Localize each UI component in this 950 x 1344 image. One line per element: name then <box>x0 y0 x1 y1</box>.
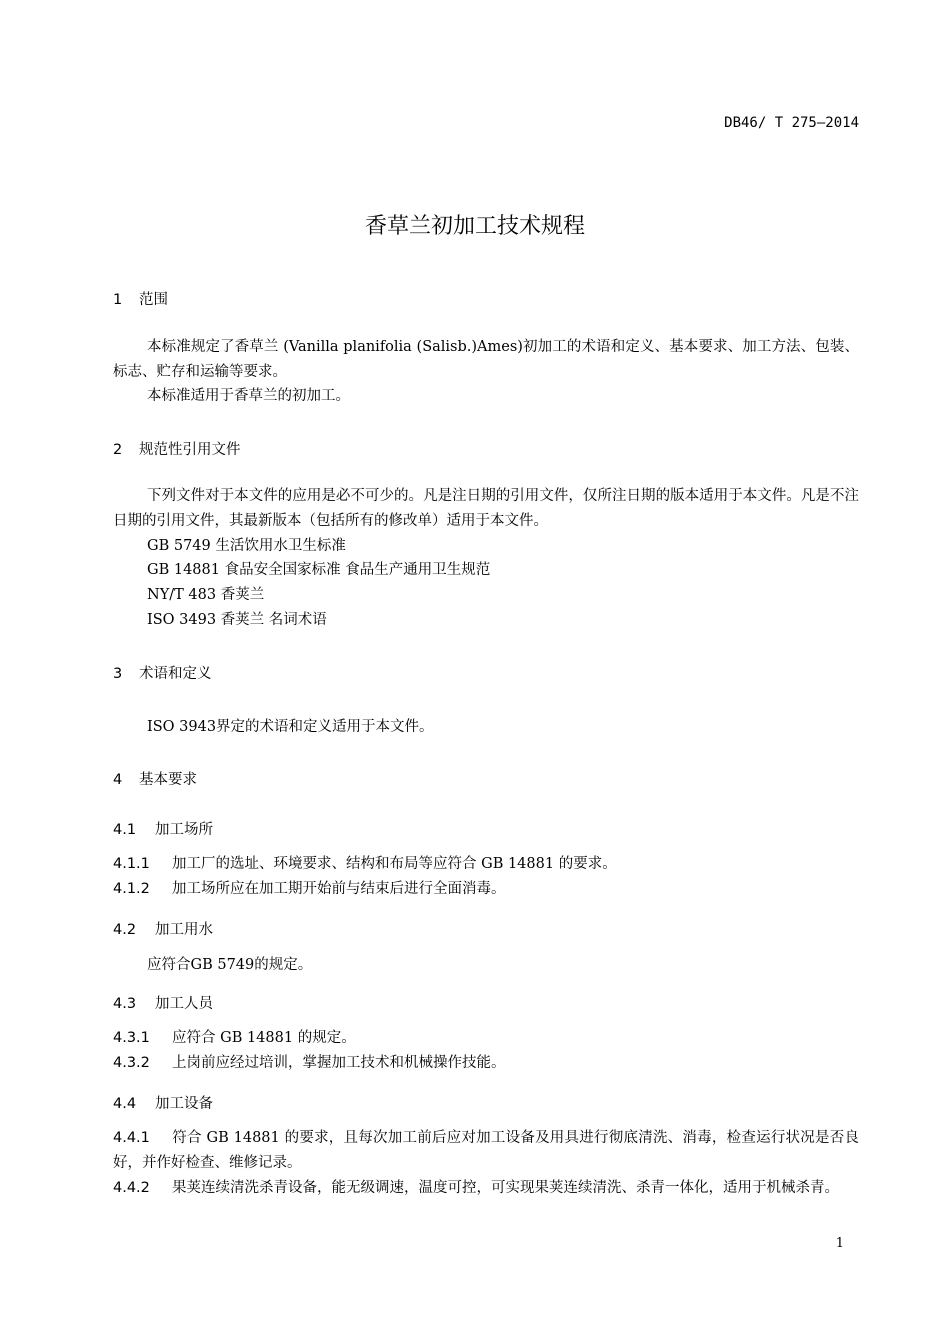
subsection-number: 4.2 <box>113 922 137 938</box>
section-3-heading <box>113 662 212 683</box>
subsection-title: 加工场所 <box>155 822 213 838</box>
section-title: 规范性引用文件 <box>139 442 241 458</box>
page-number: 1 <box>835 1236 844 1251</box>
standard-code: DB46/ T 275—2014 <box>724 115 859 131</box>
section-title: 范围 <box>139 292 168 308</box>
reference-item: NY/T 483 香荚兰 <box>147 587 265 603</box>
clause-4-1-2: 4.1.2 加工场所应在加工期开始前与结束后进行全面消毒。 <box>113 881 506 897</box>
section-2-heading <box>113 438 241 459</box>
section-number: 4 <box>113 772 123 788</box>
subsection-number: 4.1 <box>113 822 137 838</box>
subsection-4-4-heading <box>113 1092 213 1113</box>
section-4-heading <box>113 768 197 789</box>
clause-4-4-2: 4.4.2 果荚连续清洗杀青设备，能无级调速，温度可控，可实现果荚连续清洗、杀青一体化，适用于机械杀青。 <box>113 1180 839 1196</box>
section-number: 2 <box>113 442 123 458</box>
subsection-title: 加工用水 <box>155 922 213 938</box>
subsection-number: 4.4 <box>113 1096 137 1112</box>
clause-4-1-1: 4.1.1 加工厂的选址、环境要求、结构和布局等应符合 GB 14881 的要求。 <box>113 856 617 872</box>
section-1-heading <box>113 288 168 309</box>
subsection-title: 加工人员 <box>155 996 213 1012</box>
subsection-number: 4.3 <box>113 996 137 1012</box>
reference-item: GB 14881 食品安全国家标准 食品生产通用卫生规范 <box>147 562 491 578</box>
section-1-paragraph-2: 本标准适用于香草兰的初加工。 <box>147 388 350 404</box>
section-3-paragraph-1: ISO 3943界定的术语和定义适用于本文件。 <box>147 719 434 735</box>
subsection-4-2-heading <box>113 918 213 939</box>
section-2-paragraph-1: 下列文件对于本文件的应用是必不可少的。凡是注日期的引用文件，仅所注日期的版本适用于本文件。凡是不注日期的引用文件，其最新版本（包括所有的修改单）适用于本文件。 <box>113 488 859 529</box>
clause-4-3-2: 4.3.2 上岗前应经过培训，掌握加工技术和机械操作技能。 <box>113 1055 506 1071</box>
section-title: 基本要求 <box>139 772 197 788</box>
clause-4-4-1: 4.4.1 符合 GB 14881 的要求，且每次加工前后应对加工设备及用具进行彻底清洗、消毒，检查运行状况是否良好，并作好检查、维修记录。 <box>113 1130 859 1171</box>
reference-item: GB 5749 生活饮用水卫生标准 <box>147 538 346 554</box>
section-number: 3 <box>113 666 123 682</box>
subsection-4-1-heading <box>113 818 213 839</box>
subsection-4-3-heading <box>113 992 213 1013</box>
document-title: 香草兰初加工技术规程 <box>364 214 585 239</box>
subsection-4-2-paragraph: 应符合GB 5749的规定。 <box>147 957 313 973</box>
section-title: 术语和定义 <box>139 666 212 682</box>
section-number: 1 <box>113 292 123 308</box>
clause-4-3-1: 4.3.1 应符合 GB 14881 的规定。 <box>113 1030 356 1046</box>
reference-item: ISO 3493 香荚兰 名词术语 <box>147 612 327 628</box>
subsection-title: 加工设备 <box>155 1096 213 1112</box>
section-1-paragraph-1: 本标准规定了香草兰 (Vanilla planifolia (Salisb.)Ames)初加工的术语和定义、基本要求、加工方法、包装、标志、贮存和运输等要求。 <box>113 339 859 380</box>
